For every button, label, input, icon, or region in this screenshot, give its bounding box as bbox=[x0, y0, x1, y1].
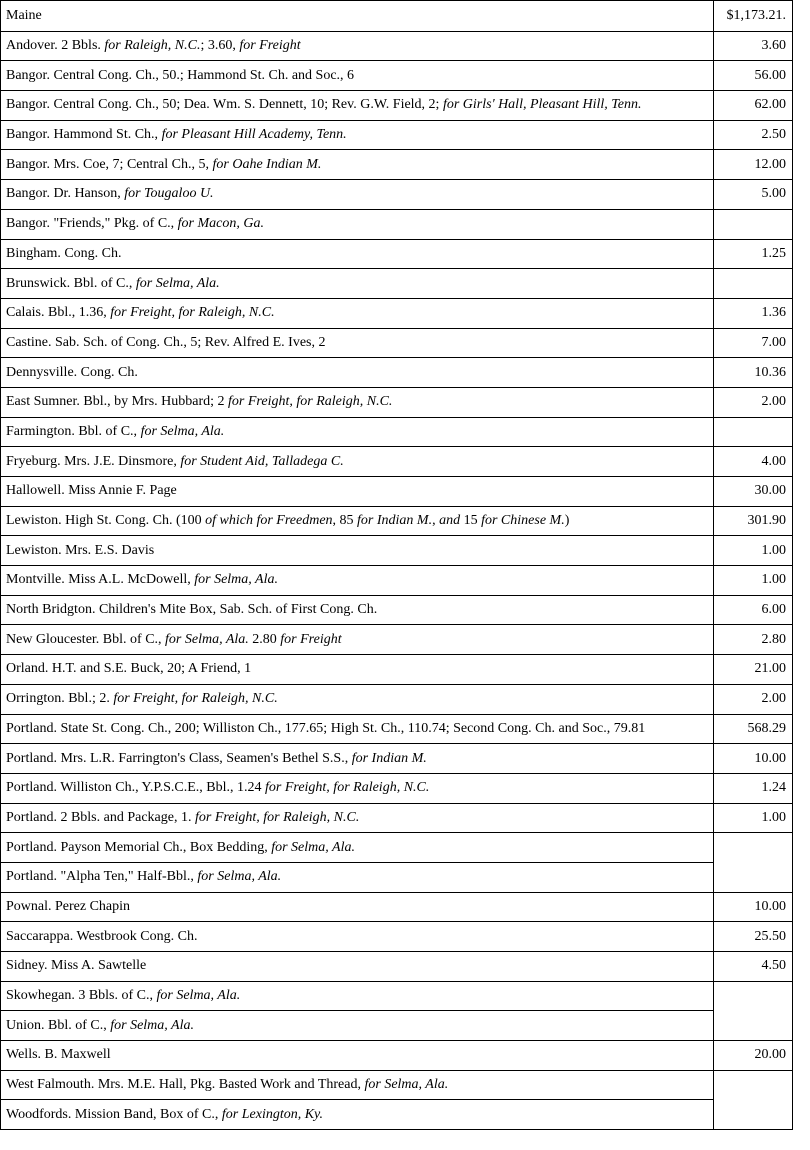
donor-text: ; 3.60, bbox=[200, 38, 240, 54]
donor-text: Portland. Williston Ch., Y.P.S.C.E., Bbl., 1.24 bbox=[6, 780, 265, 796]
entry-amount: 1.00 bbox=[714, 803, 792, 833]
entry-amount: 4.00 bbox=[714, 446, 792, 476]
entry-description bbox=[1, 654, 714, 684]
table-row bbox=[1, 328, 792, 358]
donor-text: Andover. 2 Bbls. bbox=[6, 38, 105, 54]
donor-text: Woodfords. Mission Band, Box of C., bbox=[6, 1106, 222, 1122]
entry-description bbox=[1, 684, 714, 714]
entry-description bbox=[1, 446, 714, 476]
designation-text: for Freight bbox=[239, 38, 301, 54]
table-row bbox=[1, 476, 792, 506]
donor-text: Dennysville. Cong. Ch. bbox=[6, 364, 138, 380]
designation-text: for Selma, Ala. bbox=[110, 1017, 194, 1033]
table-row bbox=[1, 1, 792, 31]
designation-text: for Freight, for Raleigh, N.C. bbox=[113, 691, 278, 707]
designation-text: for Freight bbox=[280, 631, 342, 647]
entry-amount: 62.00 bbox=[714, 90, 792, 120]
entry-description bbox=[1, 743, 714, 773]
entry-description bbox=[1, 298, 714, 328]
entry-amount: $1,173.21. bbox=[726, 7, 786, 23]
designation-text: for Indian M. bbox=[351, 750, 427, 766]
designation-text: for Selma, Ala. bbox=[140, 423, 225, 439]
table-row bbox=[1, 862, 792, 892]
donor-text: Portland. Mrs. L.R. Farrington's Class, Seamen's Bethel S.S., bbox=[6, 750, 352, 766]
designation-text: for Selma, Ala. bbox=[271, 839, 355, 855]
entry-description bbox=[1, 239, 714, 269]
donor-text: Wells. B. Maxwell bbox=[6, 1047, 111, 1063]
entry-description bbox=[1, 624, 714, 654]
donor-text: Lewiston. Mrs. E.S. Davis bbox=[6, 542, 155, 558]
donor-text: Maine bbox=[6, 7, 42, 23]
entry-amount: 1.00 bbox=[714, 565, 792, 595]
table-row bbox=[1, 417, 792, 447]
donor-text: Portland. Payson Memorial Ch., Box Bedding, bbox=[6, 839, 272, 855]
table-row bbox=[1, 209, 792, 239]
table-row bbox=[1, 1099, 792, 1129]
designation-text: for Selma, Ala. bbox=[194, 572, 278, 588]
entry-description bbox=[1, 209, 714, 239]
entry-description bbox=[1, 90, 714, 120]
entry-description bbox=[1, 595, 714, 625]
entry-amount: 7.00 bbox=[714, 328, 792, 358]
designation-text: for Oahe Indian M. bbox=[212, 156, 322, 172]
donor-text: Brunswick. Bbl. of C., bbox=[6, 275, 136, 291]
entry-description bbox=[1, 1040, 714, 1070]
entry-amount: 30.00 bbox=[714, 476, 792, 506]
entry-amount: 3.60 bbox=[714, 31, 792, 61]
table-row bbox=[1, 714, 792, 744]
donor-text: New Gloucester. Bbl. of C., bbox=[6, 631, 166, 647]
entry-amount: 12.00 bbox=[714, 149, 792, 179]
entry-description bbox=[1, 506, 714, 536]
table-row bbox=[1, 565, 792, 595]
donor-text: Bangor. Dr. Hanson, bbox=[6, 186, 125, 202]
donor-text: Portland. "Alpha Ten," Half-Bbl., bbox=[6, 869, 198, 885]
entry-amount: 301.90 bbox=[714, 506, 792, 536]
entry-description bbox=[1, 921, 714, 951]
donor-text: Bangor. Mrs. Coe, 7; Central Ch., 5, bbox=[6, 156, 213, 172]
donor-text: Hallowell. Miss Annie F. Page bbox=[6, 483, 177, 499]
entry-amount bbox=[714, 1010, 792, 1040]
entry-amount: 1.25 bbox=[714, 239, 792, 269]
designation-text: for Selma, Ala. bbox=[197, 869, 282, 885]
table-row bbox=[1, 803, 792, 833]
entry-amount: 10.36 bbox=[714, 357, 792, 387]
entry-description bbox=[1, 535, 714, 565]
donor-text: Lewiston. High St. Cong. Ch. (100 bbox=[6, 513, 206, 529]
entry-amount: 20.00 bbox=[714, 1040, 792, 1070]
designation-text: for Tougaloo U. bbox=[124, 186, 214, 202]
table-row bbox=[1, 239, 792, 269]
entry-description bbox=[1, 803, 714, 833]
table-row bbox=[1, 1070, 792, 1100]
entry-amount: 1.36 bbox=[714, 298, 792, 328]
donor-text: Orrington. Bbl.; 2. bbox=[6, 691, 114, 707]
designation-text: and bbox=[439, 513, 461, 529]
table-row bbox=[1, 892, 792, 922]
table-row bbox=[1, 981, 792, 1011]
designation-text: for Girls' Hall, Pleasant Hill, Tenn. bbox=[442, 97, 642, 113]
entry-amount: 6.00 bbox=[714, 595, 792, 625]
donor-text: Skowhegan. 3 Bbls. of C., bbox=[6, 988, 157, 1004]
entry-description bbox=[1, 31, 714, 61]
table-row bbox=[1, 1010, 792, 1040]
entry-description bbox=[1, 179, 714, 209]
donor-text: 2.80 bbox=[248, 631, 281, 647]
designation-text: for Freight, for Raleigh, N.C. bbox=[228, 394, 393, 410]
entry-amount bbox=[714, 1099, 792, 1129]
entry-amount: 1.00 bbox=[714, 535, 792, 565]
table-row bbox=[1, 90, 792, 120]
entry-description bbox=[1, 1099, 714, 1129]
table-row bbox=[1, 654, 792, 684]
entry-amount: 1.24 bbox=[714, 773, 792, 803]
entry-amount: 5.00 bbox=[714, 179, 792, 209]
table-row bbox=[1, 1040, 792, 1070]
entry-amount: 25.50 bbox=[714, 921, 792, 951]
donor-text: Bangor. "Friends," Pkg. of C., bbox=[6, 216, 178, 232]
donor-text: East Sumner. Bbl., by Mrs. Hubbard; 2 bbox=[6, 394, 229, 410]
table-row bbox=[1, 60, 792, 90]
designation-text: for Freight, for Raleigh, N.C. bbox=[110, 305, 275, 321]
entry-description bbox=[1, 328, 714, 358]
donor-text: Castine. Sab. Sch. of Cong. Ch., 5; Rev. Alfred E. Ives, 2 bbox=[6, 334, 326, 350]
entry-amount: 56.00 bbox=[714, 60, 792, 90]
entry-description bbox=[1, 268, 714, 298]
donor-text: Orland. H.T. and S.E. Buck, 20; A Friend, 1 bbox=[6, 661, 252, 677]
entry-description bbox=[1, 417, 714, 447]
designation-text: for Chinese M. bbox=[481, 513, 565, 529]
entry-description bbox=[1, 476, 714, 506]
table-row bbox=[1, 951, 792, 981]
table-row bbox=[1, 387, 792, 417]
table-row bbox=[1, 179, 792, 209]
entry-amount: 568.29 bbox=[714, 714, 792, 744]
entry-amount: 10.00 bbox=[714, 743, 792, 773]
table-row bbox=[1, 595, 792, 625]
designation-text: for Lexington, Ky. bbox=[221, 1106, 324, 1122]
entry-amount bbox=[714, 268, 792, 298]
entry-description bbox=[1, 1, 714, 31]
entry-amount bbox=[714, 862, 792, 892]
entry-amount: 2.00 bbox=[714, 684, 792, 714]
entry-amount: 2.00 bbox=[714, 387, 792, 417]
entry-amount: 4.50 bbox=[714, 951, 792, 981]
donor-text: Bangor. Central Cong. Ch., 50; Dea. Wm. S. Dennett, 10; Rev. G.W. Field, 2; bbox=[6, 97, 443, 113]
entry-description bbox=[1, 149, 714, 179]
donor-text: Bangor. Central Cong. Ch., 50.; Hammond St. Ch. and Soc., 6 bbox=[6, 67, 355, 83]
donor-text: Calais. Bbl., 1.36, bbox=[6, 305, 111, 321]
donor-text: Pownal. Perez Chapin bbox=[6, 898, 131, 914]
donor-text: Portland. State St. Cong. Ch., 200; Williston Ch., 177.65; High St. Ch., 110.74; Second Cong. Ch. and Soc., 79.81 bbox=[6, 720, 646, 736]
entry-description bbox=[1, 773, 714, 803]
entry-description bbox=[1, 951, 714, 981]
designation-text: for Raleigh, N.C. bbox=[104, 38, 201, 54]
designation-text: of which for Freedmen bbox=[205, 513, 333, 529]
entry-description bbox=[1, 120, 714, 150]
entry-description bbox=[1, 60, 714, 90]
entry-description bbox=[1, 892, 714, 922]
donor-text: Farmington. Bbl. of C., bbox=[6, 423, 141, 439]
donor-text: West Falmouth. Mrs. M.E. Hall, Pkg. Basted Work and Thread, bbox=[6, 1077, 365, 1093]
entry-description bbox=[1, 565, 714, 595]
entry-amount: 10.00 bbox=[714, 892, 792, 922]
donor-text: , 85 bbox=[332, 513, 358, 529]
entry-amount bbox=[714, 1070, 792, 1100]
table-row bbox=[1, 535, 792, 565]
entry-description bbox=[1, 357, 714, 387]
designation-text: for Selma, Ala. bbox=[364, 1077, 449, 1093]
designation-text: for Macon, Ga. bbox=[177, 216, 264, 232]
designation-text: for Freight, for Raleigh, N.C. bbox=[265, 780, 430, 796]
table-row bbox=[1, 31, 792, 61]
table-row bbox=[1, 149, 792, 179]
entry-description bbox=[1, 1010, 714, 1040]
donor-text: Montville. Miss A.L. McDowell, bbox=[6, 572, 195, 588]
donor-text: ) bbox=[564, 513, 570, 529]
donor-text: Sidney. Miss A. Sawtelle bbox=[6, 958, 147, 974]
table-row bbox=[1, 832, 792, 862]
table-row bbox=[1, 743, 792, 773]
entry-description bbox=[1, 1070, 714, 1100]
designation-text: for Student Aid, Talladega C. bbox=[180, 453, 344, 469]
donor-text: Bingham. Cong. Ch. bbox=[6, 245, 122, 261]
entry-amount: 2.80 bbox=[714, 624, 792, 654]
table-row bbox=[1, 268, 792, 298]
table-row bbox=[1, 624, 792, 654]
designation-text: for Selma, Ala. bbox=[156, 988, 241, 1004]
donor-text: Union. Bbl. of C., bbox=[6, 1017, 111, 1033]
entry-amount bbox=[714, 417, 792, 447]
table-row bbox=[1, 506, 792, 536]
donor-text: Fryeburg. Mrs. J.E. Dinsmore, bbox=[6, 453, 181, 469]
entry-description bbox=[1, 981, 714, 1011]
designation-text: for Freight, for Raleigh, N.C. bbox=[194, 809, 360, 825]
entry-amount bbox=[714, 209, 792, 239]
entry-amount: 2.50 bbox=[714, 120, 792, 150]
entry-amount bbox=[714, 832, 792, 862]
donor-text: Bangor. Hammond St. Ch., bbox=[6, 127, 162, 143]
table-row bbox=[1, 773, 792, 803]
entry-description bbox=[1, 714, 714, 744]
entry-amount bbox=[714, 981, 792, 1011]
donor-text: North Bridgton. Children's Mite Box, Sab. Sch. of First Cong. Ch. bbox=[6, 602, 378, 618]
table-row bbox=[1, 298, 792, 328]
donor-text: 15 bbox=[460, 513, 482, 529]
table-row bbox=[1, 684, 792, 714]
designation-text: for Pleasant Hill Academy, Tenn. bbox=[161, 127, 347, 143]
table-row bbox=[1, 921, 792, 951]
entry-amount: 21.00 bbox=[714, 654, 792, 684]
donor-text: Portland. 2 Bbls. and Package, 1. bbox=[6, 809, 195, 825]
entry-description bbox=[1, 862, 714, 892]
entry-description bbox=[1, 832, 714, 862]
donor-text: , bbox=[432, 513, 440, 529]
table-row bbox=[1, 446, 792, 476]
table-row bbox=[1, 120, 792, 150]
designation-text: for Selma, Ala. bbox=[135, 275, 220, 291]
designation-text: for Indian M. bbox=[357, 513, 433, 529]
entry-description bbox=[1, 387, 714, 417]
table-row bbox=[1, 357, 792, 387]
donor-text: Saccarappa. Westbrook Cong. Ch. bbox=[6, 928, 198, 944]
designation-text: for Selma, Ala. bbox=[165, 631, 249, 647]
